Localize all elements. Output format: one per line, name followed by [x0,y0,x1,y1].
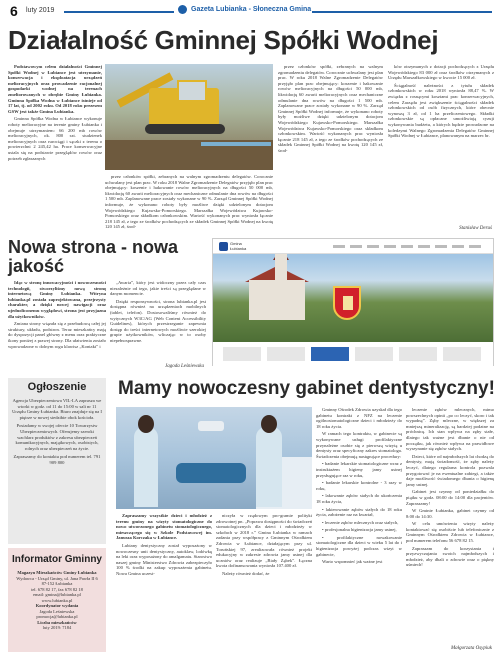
website-tile [267,347,305,361]
article3-paragraph: Zapraszamy wszystkie dzieci i młodzież z terenu gminy na wizyty stomatologiczne do nowo utworzonego gabinetu stomatologicznego, mieszczącego się w Szkole Podstawowej im. Janusza Korczaka w Łubiance. [116,513,212,541]
informator-line: Liczba mieszkańców [37,619,77,625]
website-tile [355,347,393,361]
announcement-title: Ogłoszenie [27,381,87,393]
coat-of-arms-emblem [343,296,353,310]
website-nav [333,245,483,248]
announcement-box [8,378,106,544]
excavator-track [145,124,225,134]
informator-line: Magazyn Mieszkańców Gminy Łubianka [17,570,97,575]
article2-paragraph: Idąc w stronę innowacyjności i nowoczesności technologii, stworzyliśmy nową stronę internetową Gminy Łubianka. Witryna lubianka.pl została zaprojektowana, przejrzysty charakter, a dzięki nowej nawigacji oraz ujednoliconemu wyglądowi, strona jest przyjazna dla użytkowników. [8,280,106,319]
staff-person-right [256,427,282,507]
article1-paragraph: przez członków spółki, zebranych na walnym zgromadzeniu delegatów. Corocznie uchwalany jest plan prac. W roku 2018 Walne Zgromadzenie Delegatów przyjęło plan prac obejmujący: koszenie i hakowanie rowów melioracyjnych na długości 50 000 mb, likwidację 60 awarii melioracyjnych oraz mechaniczne odmulanie dna rowów na długości 1 500 mb. Zaplanowane prace zostały wykonane w 90 %. Zarząd Gminnej Spółki Wodnej informuje, że wykonano roboty były możliwe dzięki udzielonym dotacjom Wojewódzkiego Kujawsko-Pomorskiego. Marszałka Województwa Kujawsko-Pomorskiego oraz składkom członkowskim. Wartość wykonanych prac wyniosła łącznie 218 145 zł, z tego ze środków pochodzących ze składek Gminnej Spółki Wodnej na kwotę 120 145 zł, środ- [105,174,273,230]
informator-line: Koordynator wydania [35,603,79,608]
issue-date: luty 2019 [26,7,55,14]
article3-column-3 [316,407,402,653]
excavator-photo [105,64,273,170]
article-title-nowa-strona: Nowa strona - nowa jakość [8,237,179,276]
article3-paragraph: • badanie lekarskie stomatologiczne wraz z instruktażem higieny jamy ustnej przysługujące raz w roku, [316,461,402,478]
brand-line-1: Gmina [230,241,242,246]
website-tile [399,347,437,361]
informator-line: www.lubianka.pl [41,597,73,603]
article3-paragraph: W Gminie Łubianka, gabinet czynny od 8:00 do 14:30. [406,508,494,519]
gmina-logo-icon [219,242,228,251]
article2-signature: Jagoda Leśniewska [164,364,204,369]
article2-column-2 [110,280,206,364]
article1-paragraph: Ściągalność należności z tytułu składek członkowskich w roku 2018 wyniosła 88,47 %. W związku z rosnącymi kosztami prac konserwacyjnych, celem Zarządu jest zwiększenie ściągalności składek członkowskich od osób fizycznych, które obecnie wynoszą 3 zł, od 1 ha przeliczeniowego. Składki członkowskie są opłacane umożliwiają cyzuji wykonywania budżetu, a których będzie prowadzone na koledzymi Walnego Zgromadzenia Delegatów Gminnej Spółki Wodnej w Łubiance, planowanym na marzec br. [388,82,494,139]
article3-column-2 [216,513,312,653]
website-tile [223,347,261,361]
informator-line: Wydawca - Urząd Gminy, ul. Jana Pawła II 6 [16,575,98,581]
article1-paragraph: Podstawowym celem działalności Gminnej Spółki Wodnej w Łubiance jest utrzymanie, konserwacja i eksploatacja urządzeń melioracyjnych oraz prowadzenie racjonalnej gospodarki wodnej na terenach zmeliorowanych w obrębie Gminy Łubianka. Gminna Spółka Wodna w Łubiance istnieje od 17 lat, tj. od 2002 roku. Od 2018 roku prezesem GSW jest także Gmina Łubianka. [8,64,102,114]
informator-text [12,570,102,631]
article3-paragraph: Gabinet jest czynny od poniedziałku do piątku w godz. 08:00 do 14:00 dla pacjentów. Zapraszamy! [406,489,494,506]
dental-office-photo [116,407,312,509]
article1-column-2 [278,64,383,232]
article3-paragraph: Lubiany dentystyczny został wyposażony w nowoczesny unit dentystyczny, autoklaw, lodówkę na leki oraz wyposażony do amalgamatu. Starostwo naszej gminy Ministerstwo Zdrowia zabezpieczyło 100 % środki na zakup wyposażenia gabinetu. Nowa Gmina uczest- [116,542,212,576]
brand-line-2: Łubianka [230,245,247,251]
article3-paragraph: Zapraszam do korzystania i przyzwyczajania swoich najmłodszych i młodzież, aby dbali o zdrowie oraz o piękny uśmiech! [406,545,494,568]
website-tile [443,347,481,361]
coat-of-arms-icon [333,286,361,320]
informator-line: email: gmina@lubianka.pl [33,592,81,597]
website-tiles [213,342,493,366]
article3-paragraph: W celu umówienia wizyty należy kontaktować się osobiście lub telefonicznie z Gminnym Ośrodkiem Zdrowia w Łubiance, pod numerem telefonu 56 678 82 15. [406,521,494,544]
staff-person-left [134,427,158,507]
informator-line: luty 2019: 7184 [42,625,72,630]
sun-logo-icon [178,5,187,14]
announcement-text [12,398,102,469]
article-title-gabinet: Mamy nowoczesny gabinet dentystyczny! [118,378,495,399]
article2-paragraph: „Awaria”, który jest widoczny przez cały czas niezależnie od tego, jakie treści są przeglądane w danym momencie. [110,280,206,297]
article1-column-1 [8,64,102,232]
article1-column-3 [388,64,494,224]
website-screenshot [212,238,494,366]
header-rule-right [312,11,492,13]
informator-box [8,548,106,652]
article1-paragraph: przez członków spółki, zebranych na walnym zgromadzeniu delegatów. Corocznie uchwalany jest plan prac. W roku 2018 Walne Zgromadzenie Delegatów przyjęło plan prac obejmujący: koszenie i hakowanie rowów melioracyjnych na długości 50 000 mb, likwidację 60 awarii melioracyjnych oraz mechaniczne odmulanie dna rowów na długości 1 500 mb. Zaplanowane prace zostały wykonane w 90 %. Zarząd Gminnej Spółki Wodnej informuje, że wykonano roboty były możliwe dzięki udzielonym dotacjom Wojewódzkiego Kujawsko-Pomorskiego. Marszałka Województwa Kujawsko-Pomorskiego oraz składkom członkowskim. Wartość wykonanych prac wyniosła łącznie 218 145 zł, z tego ze środków pochodzących ze składek Gminnej Spółki Wodnej na kwotę 120 145 zł, środ- [278,64,383,153]
article-title-spolka-wodna: Działalność Gminnej Spółki Wodnej [8,25,439,55]
article3-paragraph: • badanie lekarskie kontrolne - 3 razy w roku, [316,480,402,491]
article3-paragraph: Warto wspomnieć jak ważne jest [322,559,383,565]
article1-paragraph: ków otrzymanych z dotacji pochodzących z Urzędu Wojewódzkiego 83 000 zł oraz środków otrzymanych z Urzędu Marszałkowskiego w kwocie 15 000 zł. [388,64,494,81]
website-header [213,239,493,254]
announcement-paragraph: Zapraszamy do kontaktu pod numerem tel. 791 909 800 [13,454,101,465]
church-tower [275,254,287,284]
article3-paragraph: W ramach tego kontraktu, w gabinecie są wykonywane usługi profilaktyczne przynależne osobie się z pierwszą wizytą u dentysty oraz specyficzny zakres stomatologa. Świadczenia obejmują następujące procedury: [316,431,402,459]
article3-paragraph: Należy również dodać, że [222,570,270,576]
informator-line: 87-152 Łubianka [41,581,73,586]
article1-signature: Stanisław Deruś [459,226,492,231]
staff-head-left [138,415,154,433]
article3-paragraph: • lakierowanie zębów stałych do 18 roku życia, założenie raz na kwartał, [316,506,402,518]
article2-paragraph: Dzięki responsywności, strona lubianka.pl jest dostępna również na urządzeniach mobilnych (tablet, telefon). Dostosowaliśmy również do wytycznych W3C/AG (Web Content Accessibility Guidelines), których przestrzeganie zapewnia dostęp do treści internetowych możliwie szerokiej grupie użytkowników, wliczając w to osoby niepełnosprawne. [110,298,206,343]
article3-paragraph: • leczenie zębów mlecznych oraz stałych, [322,519,399,525]
informator-line: tel. 678 82 17, fax 678 82 18 [31,586,83,592]
announcement-paragraph: Agencja Ubezpieczeniowa VIL-LA zaprasza we wtorki w godz. od 11 do 15:00 w sali nr 11 Urzędu Gminy Łubianka. Biuro znajduje się na I piętrze w nowej siedzibie obok kościoła. [12,398,102,420]
article3-paragraph: Dzieci, które od najmłodszych lat chodzą do dentysty, mają świadomość, że zęby należy leczyć, dlatego regularna kontrola pozwala przygotować je na ewentualne zabiegi, a także daje możliwość świadomego dbania o higienę jamy ustnej. [406,453,494,487]
church-building [249,280,305,320]
informator-line: Jagoda Leśniewska [39,608,75,614]
header-rule-left [64,11,174,13]
website-brand [230,242,246,251]
article3-signature: Małgorzata Osypiuk [451,646,492,651]
article3-paragraph: • profilaktyczne nowakowanie stomatologiczne dla dzieci w wieku 5 lat do i higienizacja powyżej podczas wizyt w gabinecie, [316,534,402,557]
announcement-paragraph: Posiadamy w swojej ofercie 10 Towarzystw Ubezpieczeniowych. Oferujemy szeroki wachlarz produktów z zakresu ubezpieczeń komunikacyjnych, majątkowych, osobistych, rolnych oraz ubezpieczeń na życie. [15,423,99,451]
excavator-cab [177,80,207,102]
dental-lamp [198,421,224,431]
article3-column-4 [406,407,494,643]
paper-name: Gazeta Lubianka - Słoneczna Gmina [191,6,312,13]
article2-column-1 [8,280,106,372]
website-hero-image [213,254,493,342]
article3-paragraph: Gminny Ośrodek Zdrowia uzyskał dla tego gabinetu kontrakt z NFZ na leczenie ogólnostomatologiczne dzieci i młodzieży do 18 roku życia. [316,407,402,429]
article3-paragraph: niczyła w rządowym pro-gramie polityki zdrowotnej pn. „Poprawa dostępności do świadczeń stomatologicznych dla dzieci i młodzieży w szkołach w 2018 r.” Gmina Łubianka w ramach zadania przy współpracy z Gminnym Ośrodkiem Zdrowia w Łubiance, działającym przy ul. Toruńskiej 97, zrealizowała również projekt edukacyjny w zakresie zdrowia jamy ustnej dla uczniów oraz realizuje „Biały Ząbek”. Łączna kwota dofinansowania wyniosła 107.400 zł. [216,513,312,569]
drain-pipe [201,142,271,146]
dental-chair [176,463,246,483]
article1-paragraph: Gminna Spółka Wodna w Łubiance wykonuje roboty melioracyjne na terenie gminy Łubianka i obejmuje utrzymaniem: 66 200 mb rowów melioracyjnych, ok. 800 szt. studzienek melioracyjnych oraz rurociągi i sączki z terenu o powierzchni 2 245,42 ha. Prace konserwacyjne ustala się na podstawie przeglądów rowów oraz potrzeb zgłaszanych [8,116,102,161]
article1-column-2-lower [105,174,273,232]
page-header [0,0,500,22]
article3-paragraph: • lakowanie zębów stałych do ukończenia 18 roku życia, [316,493,402,504]
staff-head-right [261,415,277,433]
informator-line: promocja@lubianka.pl [36,614,78,619]
article3-paragraph: • profesjonalna higienizacja jamy ustnej, [322,527,397,533]
article3-paragraph: leczenie zębów mlecznych, mimo powszechnych opinii „po co leczyć, skoro i tak wypadną”. Zęby mleczne, w większej za mniejszą mineralizację, są bardziej podatne na próchnicę. Ich stan wpływa na zęby stałe, dlatego tak ważne jest dbanie o nie od początku, jak również wpływa na prawidłowe wyrzynanie się zębów stałych. [406,407,494,452]
informator-title: Informator Gminny [11,554,102,565]
page-number: 6 [10,3,18,19]
website-tile [311,347,349,361]
article2-paragraph: Zmiana strony wiązała się z przebudową całej jej struktury, układu, podstron. Teraz mieszkańcy mają do dyspozycji panel główny z menu oraz praktyczne ikony poniżej z prawej strony. Dla ułatwienia zostało wprowadzone w dolnym rogu klawisz „Kontakt” i [8,321,106,349]
article3-column-1 [116,513,212,653]
